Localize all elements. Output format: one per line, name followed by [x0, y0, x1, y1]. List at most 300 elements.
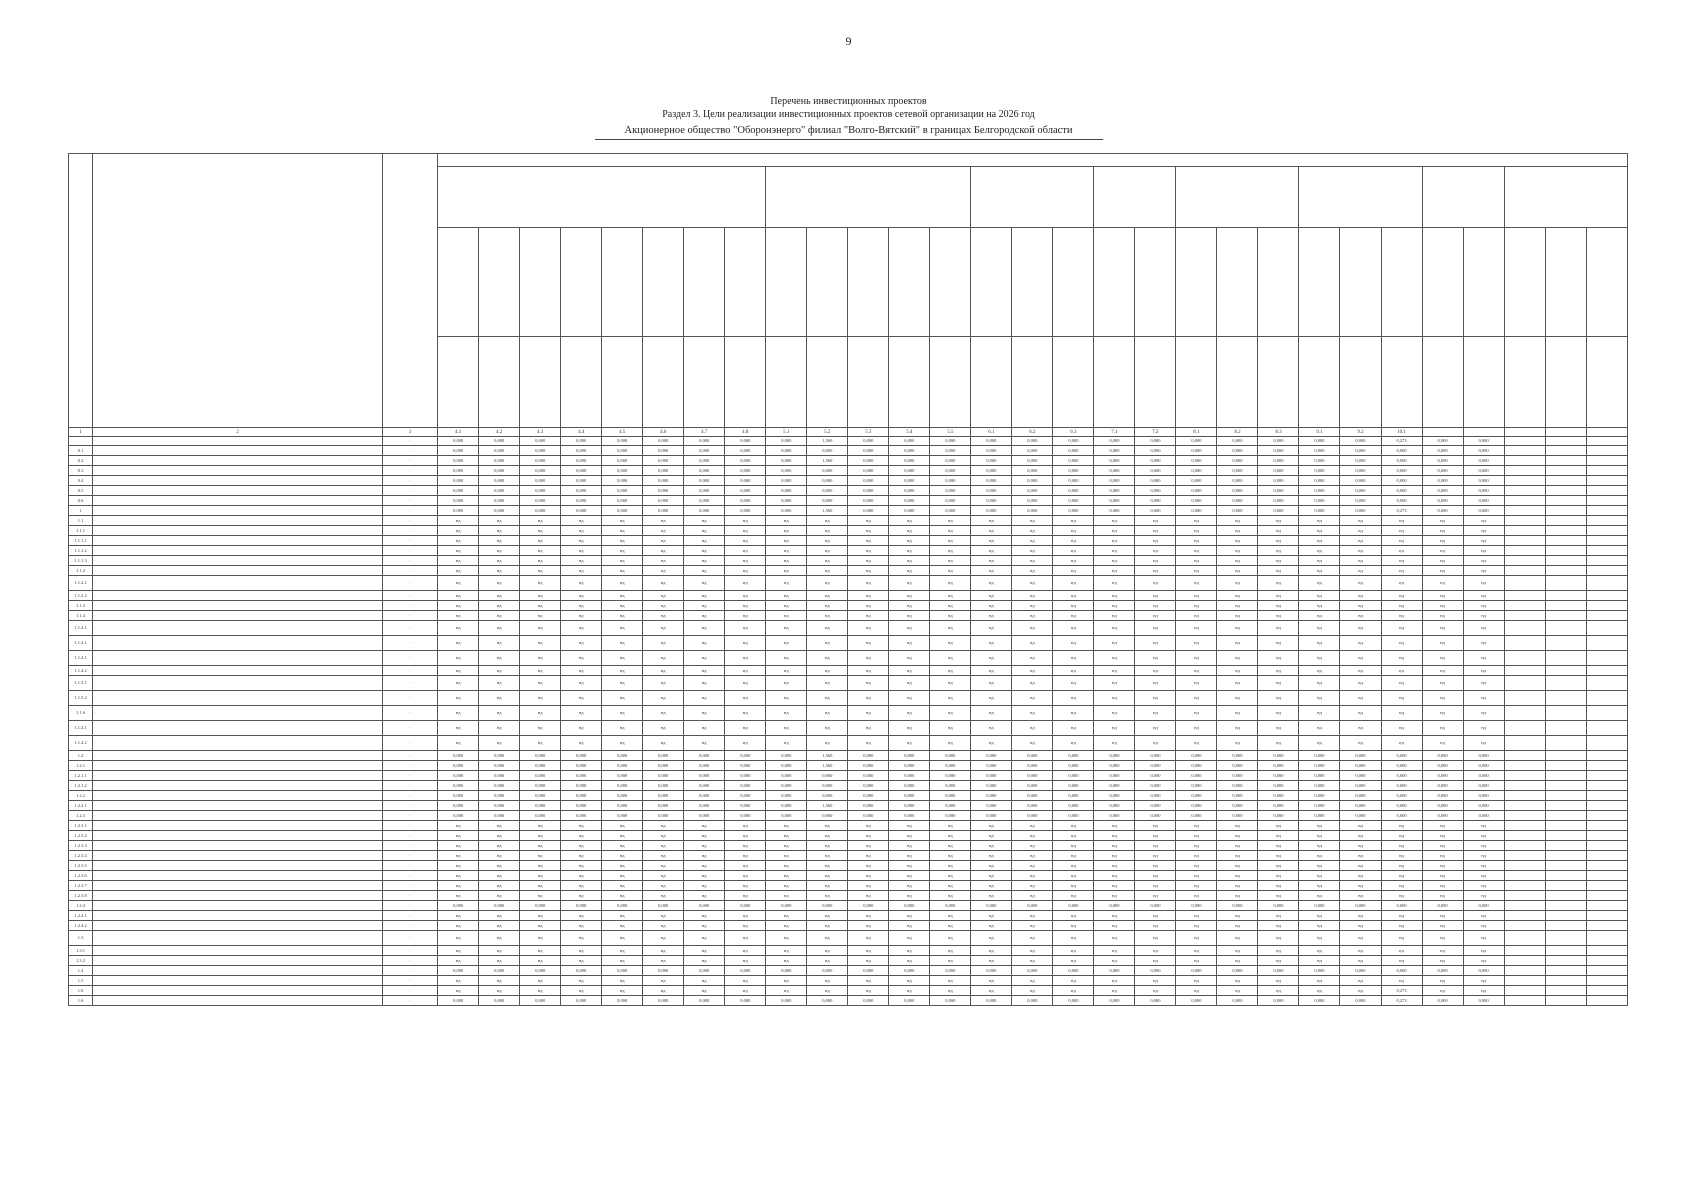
row-value: нд	[520, 736, 561, 751]
row-value: 0,000	[930, 751, 971, 761]
row-value: нд	[1053, 881, 1094, 891]
row-value: нд	[1176, 736, 1217, 751]
row-value: 0,000	[1135, 506, 1176, 516]
row-value: нд	[1217, 666, 1258, 676]
placeholder-mark: ~	[94, 822, 97, 828]
placeholder-mark: ~	[94, 935, 97, 940]
row-project-name	[93, 576, 383, 591]
row-value: нд	[1217, 621, 1258, 636]
row-value: 0,000	[561, 781, 602, 791]
row-identifier	[383, 601, 438, 611]
row-value: нд	[766, 946, 807, 956]
row-value: нд	[725, 841, 766, 851]
row-value: нд	[1463, 831, 1504, 841]
header-unit-cell	[1586, 337, 1627, 428]
row-value	[1545, 761, 1586, 771]
row-value: нд	[561, 911, 602, 921]
row-value: 0,000	[520, 791, 561, 801]
row-value: нд	[684, 621, 725, 636]
row-value: нд	[1340, 621, 1381, 636]
row-value: нд	[766, 591, 807, 601]
row-value: 0,000	[602, 966, 643, 976]
row-project-name	[93, 556, 383, 566]
placeholder-mark: ~	[408, 580, 412, 585]
row-value: нд	[930, 956, 971, 966]
row-value	[1545, 891, 1586, 901]
row-value: нд	[1381, 676, 1422, 691]
header-column	[438, 228, 479, 337]
row-value: 0,000	[602, 996, 643, 1006]
row-value: 0,000	[1381, 761, 1422, 771]
row-value: нд	[1094, 611, 1135, 621]
row-value: нд	[766, 871, 807, 881]
row-code: 0.1	[69, 446, 93, 456]
row-value: нд	[438, 841, 479, 851]
row-value: нд	[725, 956, 766, 966]
placeholder-mark: ~	[94, 922, 97, 928]
row-value: нд	[930, 986, 971, 996]
row-value: нд	[1381, 611, 1422, 621]
row-value: нд	[1053, 921, 1094, 931]
placeholder-mark: ~	[408, 882, 412, 888]
row-identifier	[383, 931, 438, 946]
header-group	[1422, 167, 1504, 228]
row-value	[1504, 506, 1545, 516]
row-value: нд	[643, 831, 684, 841]
row-value: 0,000	[1258, 901, 1299, 911]
row-value: нд	[1340, 736, 1381, 751]
row-value: 0,000	[1422, 996, 1463, 1006]
row-identifier	[383, 546, 438, 556]
row-value: нд	[1176, 986, 1217, 996]
row-value: нд	[1340, 546, 1381, 556]
row-value: 0,000	[725, 456, 766, 466]
row-code: 1.5	[69, 976, 93, 986]
header-unit-cell	[1545, 337, 1586, 428]
row-value: нд	[438, 601, 479, 611]
row-value: нд	[766, 881, 807, 891]
row-value: нд	[766, 516, 807, 526]
row-value: 0,000	[438, 456, 479, 466]
row-value: 0,000	[1053, 771, 1094, 781]
row-value: нд	[1340, 931, 1381, 946]
row-value: 0,000	[1299, 966, 1340, 976]
row-value: нд	[479, 891, 520, 901]
row-value: 0,000	[1299, 456, 1340, 466]
row-value: нд	[1463, 976, 1504, 986]
placeholder-mark: ~	[408, 792, 412, 798]
row-value: 1,560	[807, 751, 848, 761]
row-identifier	[383, 861, 438, 871]
row-value: нд	[1176, 921, 1217, 931]
row-value: нд	[479, 601, 520, 611]
row-value: нд	[684, 911, 725, 921]
row-value: нд	[684, 736, 725, 751]
row-value: 0,000	[602, 476, 643, 486]
row-value: 0,000	[602, 456, 643, 466]
row-identifier	[383, 666, 438, 676]
row-value: 0,000	[684, 811, 725, 821]
row-value: 0,000	[520, 996, 561, 1006]
row-value: 0,000	[1340, 966, 1381, 976]
row-value: нд	[807, 891, 848, 901]
row-value: нд	[1012, 911, 1053, 921]
row-value: нд	[1299, 721, 1340, 736]
row-value: нд	[643, 546, 684, 556]
row-value	[1545, 526, 1586, 536]
row-value: нд	[1217, 946, 1258, 956]
row-value: 0,000	[889, 791, 930, 801]
placeholder-mark: ~	[408, 947, 412, 953]
row-value: нд	[930, 921, 971, 931]
row-value: 0,000	[1217, 771, 1258, 781]
row-value: нд	[561, 676, 602, 691]
row-value: нд	[1299, 736, 1340, 751]
row-value: нд	[1053, 691, 1094, 706]
row-value: нд	[1463, 556, 1504, 566]
row-value: 0,000	[1463, 781, 1504, 791]
row-value: 0,000	[1094, 506, 1135, 516]
row-value: 0,000	[1422, 496, 1463, 506]
row-value: нд	[1094, 576, 1135, 591]
row-value: нд	[643, 931, 684, 946]
header-unit-cell	[1176, 337, 1217, 428]
row-value: нд	[930, 576, 971, 591]
row-value: нд	[1094, 666, 1135, 676]
row-value: нд	[1135, 921, 1176, 931]
row-code: 0.3	[69, 466, 93, 476]
row-value: нд	[1012, 621, 1053, 636]
row-value: нд	[1463, 536, 1504, 546]
row-value: нд	[602, 946, 643, 956]
row-value: 0,000	[602, 437, 643, 446]
row-value: нд	[807, 601, 848, 611]
row-value: нд	[1053, 911, 1094, 921]
row-value: нд	[1299, 651, 1340, 666]
row-code: 1.2.1	[69, 761, 93, 771]
table-row	[69, 901, 1628, 911]
row-value: нд	[1012, 841, 1053, 851]
row-value: 0,000	[725, 791, 766, 801]
row-value: нд	[971, 566, 1012, 576]
row-code: 1.1.1.3	[69, 556, 93, 566]
row-value: нд	[1217, 841, 1258, 851]
row-value: нд	[971, 601, 1012, 611]
header-column	[561, 228, 602, 337]
row-value: нд	[766, 706, 807, 721]
row-value: нд	[520, 691, 561, 706]
row-value: нд	[684, 831, 725, 841]
placeholder-mark: ~	[408, 612, 412, 618]
row-value: нд	[479, 921, 520, 931]
header-column	[1504, 228, 1545, 337]
row-value: нд	[1176, 636, 1217, 651]
row-value: 0,000	[643, 901, 684, 911]
row-value: нд	[848, 566, 889, 576]
row-code: 1.1.4	[69, 611, 93, 621]
row-value: нд	[1053, 636, 1094, 651]
row-value: нд	[889, 591, 930, 601]
row-value	[1504, 781, 1545, 791]
row-value: нд	[1463, 931, 1504, 946]
row-value: нд	[479, 821, 520, 831]
row-value: нд	[766, 611, 807, 621]
row-value: нд	[889, 881, 930, 891]
table-row	[69, 611, 1628, 621]
row-value: нд	[725, 861, 766, 871]
row-value: нд	[1135, 526, 1176, 536]
row-value: нд	[684, 576, 725, 591]
header-unit-cell	[766, 337, 807, 428]
row-value	[1504, 456, 1545, 466]
row-value: 0,000	[1463, 801, 1504, 811]
row-value	[1504, 611, 1545, 621]
row-value: 0,000	[561, 901, 602, 911]
row-value: нд	[1299, 636, 1340, 651]
row-value: нд	[971, 831, 1012, 841]
row-value: нд	[1217, 636, 1258, 651]
row-value: нд	[1381, 736, 1422, 751]
row-value: нд	[1135, 931, 1176, 946]
row-value: нд	[1012, 636, 1053, 651]
row-value: 0,000	[1176, 751, 1217, 761]
row-value: 0,000	[1012, 476, 1053, 486]
row-value	[1586, 761, 1627, 771]
row-value: нд	[930, 821, 971, 831]
row-value: 0,000	[971, 437, 1012, 446]
row-value: 0,000	[766, 437, 807, 446]
row-value: нд	[971, 556, 1012, 566]
row-value: нд	[1135, 721, 1176, 736]
row-value: нд	[520, 536, 561, 546]
row-value: нд	[1381, 851, 1422, 861]
row-value	[1586, 851, 1627, 861]
row-value: нд	[848, 851, 889, 861]
row-value: 0,000	[438, 476, 479, 486]
table-row	[69, 881, 1628, 891]
row-code: 1.1.1.2	[69, 546, 93, 556]
row-value: 0,000	[766, 801, 807, 811]
section-title: Раздел 3. Цели реализации инвестиционных проектов сетевой организации на 2026 год	[662, 109, 1035, 120]
row-value: нд	[1012, 601, 1053, 611]
row-value: нд	[561, 721, 602, 736]
header-identifier	[383, 154, 438, 428]
row-value	[1504, 821, 1545, 831]
row-identifier	[383, 556, 438, 566]
row-value: нд	[1176, 651, 1217, 666]
row-value: нд	[438, 986, 479, 996]
row-value: нд	[1012, 891, 1053, 901]
row-value: нд	[1135, 636, 1176, 651]
row-value: 0,000	[1258, 437, 1299, 446]
row-value: нд	[438, 526, 479, 536]
row-value: нд	[971, 871, 1012, 881]
row-project-name	[93, 566, 383, 576]
row-value: нд	[766, 621, 807, 636]
row-value: нд	[1135, 851, 1176, 861]
row-value: 0,000	[1381, 781, 1422, 791]
row-identifier	[383, 621, 438, 636]
row-value: 0,000	[1094, 781, 1135, 791]
row-value: нд	[971, 636, 1012, 651]
placeholder-mark: ~	[408, 477, 412, 483]
row-value: нд	[438, 576, 479, 591]
row-value: нд	[725, 621, 766, 636]
row-value: 0,000	[766, 506, 807, 516]
row-value: нд	[807, 946, 848, 956]
row-value: 0,000	[1176, 486, 1217, 496]
table-row	[69, 911, 1628, 921]
row-value: нд	[1176, 676, 1217, 691]
row-value: 0,000	[1176, 761, 1217, 771]
row-value: 0,000	[971, 496, 1012, 506]
row-value: нд	[1217, 921, 1258, 931]
table-row	[69, 771, 1628, 781]
row-value: 0,000	[1012, 437, 1053, 446]
table-row	[69, 486, 1628, 496]
row-value: нд	[1463, 881, 1504, 891]
row-value: нд	[971, 651, 1012, 666]
row-value: нд	[1258, 611, 1299, 621]
row-code: 1.2.2	[69, 791, 93, 801]
row-value: нд	[1340, 611, 1381, 621]
row-value: нд	[602, 911, 643, 921]
table-row	[69, 456, 1628, 466]
row-value: 0,000	[930, 466, 971, 476]
header-column-number: 4.5	[602, 428, 643, 437]
row-value: 0,000	[1217, 811, 1258, 821]
header-column-number: 8.2	[1217, 428, 1258, 437]
row-value: нд	[971, 721, 1012, 736]
row-code: 1.1.4.1	[69, 721, 93, 736]
row-value: 0,000	[766, 811, 807, 821]
row-value: нд	[1299, 621, 1340, 636]
row-value: нд	[684, 721, 725, 736]
table-row	[69, 636, 1628, 651]
row-identifier	[383, 986, 438, 996]
row-value: 0,000	[438, 486, 479, 496]
row-value: нд	[561, 666, 602, 676]
row-value: нд	[725, 576, 766, 591]
row-value: нд	[1381, 621, 1422, 636]
header-unit-cell	[848, 337, 889, 428]
header-column-number: 8.3	[1258, 428, 1299, 437]
row-value: нд	[520, 546, 561, 556]
row-value: нд	[602, 611, 643, 621]
row-value: нд	[1258, 976, 1299, 986]
row-value: нд	[725, 601, 766, 611]
row-value	[1586, 601, 1627, 611]
row-value: нд	[725, 736, 766, 751]
table-row	[69, 506, 1628, 516]
row-value: 0,000	[643, 456, 684, 466]
row-value: нд	[1422, 601, 1463, 611]
header-column	[1258, 228, 1299, 337]
table-row	[69, 666, 1628, 676]
header-unit-cell	[1422, 337, 1463, 428]
row-value: нд	[602, 526, 643, 536]
row-value: нд	[1422, 516, 1463, 526]
row-value: нд	[1463, 651, 1504, 666]
row-value: нд	[602, 881, 643, 891]
row-value: нд	[561, 706, 602, 721]
row-value: 0,000	[561, 476, 602, 486]
row-value: нд	[766, 841, 807, 851]
row-value: нд	[520, 621, 561, 636]
row-value: нд	[1340, 721, 1381, 736]
row-value: нд	[1176, 821, 1217, 831]
row-value: нд	[1012, 931, 1053, 946]
row-value: 0,000	[684, 496, 725, 506]
row-value: нд	[684, 956, 725, 966]
row-value: 0,000	[1463, 456, 1504, 466]
row-value: нд	[1135, 821, 1176, 831]
header-column-number	[1586, 428, 1627, 437]
row-value: нд	[725, 721, 766, 736]
row-value: нд	[725, 931, 766, 946]
row-value: нд	[930, 691, 971, 706]
row-value: нд	[561, 736, 602, 751]
row-value: 0,000	[1094, 801, 1135, 811]
row-code: 1.1.6	[69, 706, 93, 721]
row-value	[1504, 516, 1545, 526]
row-value: нд	[725, 911, 766, 921]
header-column	[1340, 228, 1381, 337]
row-value: 0,000	[848, 781, 889, 791]
row-value: 0,000	[971, 811, 1012, 821]
row-value: 0,000	[1053, 437, 1094, 446]
row-value: нд	[1135, 841, 1176, 851]
row-identifier	[383, 566, 438, 576]
row-value: нд	[520, 976, 561, 986]
row-value: нд	[930, 891, 971, 901]
row-value: 0,000	[1340, 506, 1381, 516]
row-value: нд	[1135, 556, 1176, 566]
header-group	[1094, 167, 1176, 228]
placeholder-mark: ~	[408, 772, 412, 778]
row-code: 1.1.2.2	[69, 591, 93, 601]
row-value: 0,000	[561, 496, 602, 506]
row-value: нд	[479, 976, 520, 986]
row-value: 0,000	[1299, 801, 1340, 811]
row-value	[1504, 996, 1545, 1006]
row-value	[1504, 791, 1545, 801]
row-value: нд	[1463, 636, 1504, 651]
row-value: 0,000	[684, 966, 725, 976]
row-value: нд	[971, 861, 1012, 871]
row-value: нд	[1258, 986, 1299, 996]
row-value: нд	[807, 536, 848, 546]
row-project-name	[93, 506, 383, 516]
table-row	[69, 591, 1628, 601]
placeholder-mark: ~	[94, 447, 97, 453]
row-value: 0,000	[602, 466, 643, 476]
row-value: 0,000	[1135, 761, 1176, 771]
row-project-name	[93, 966, 383, 976]
row-value: 0,000	[520, 506, 561, 516]
row-value: 0,000	[684, 761, 725, 771]
row-value: нд	[479, 611, 520, 621]
row-value	[1545, 851, 1586, 861]
row-value: нд	[1135, 516, 1176, 526]
row-value: нд	[561, 611, 602, 621]
row-value: 0,000	[1463, 761, 1504, 771]
row-value: нд	[807, 666, 848, 676]
row-value: нд	[725, 821, 766, 831]
row-value: нд	[1463, 921, 1504, 931]
header-column	[643, 228, 684, 337]
row-value: 0,000	[766, 751, 807, 761]
